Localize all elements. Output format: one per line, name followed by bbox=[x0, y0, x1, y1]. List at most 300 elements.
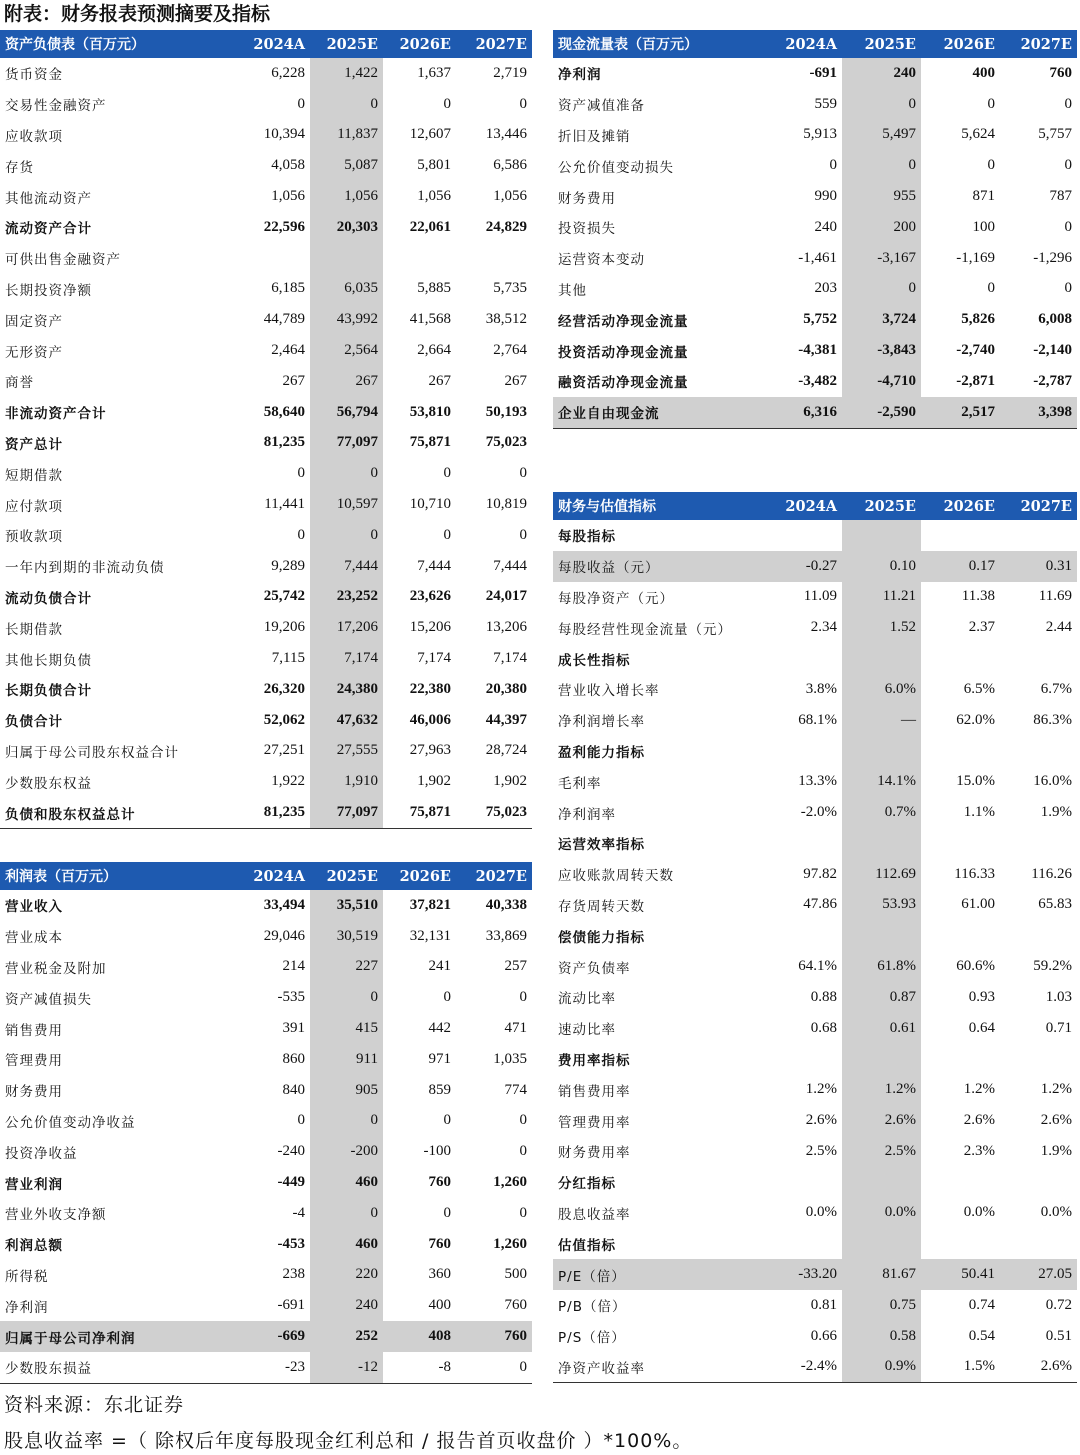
row-value: 2.44 bbox=[1045, 619, 1072, 636]
table-row bbox=[0, 520, 532, 551]
row-value: 86.3% bbox=[1033, 711, 1072, 728]
row-value: 9,289 bbox=[271, 557, 305, 574]
row-value: 0.81 bbox=[810, 1296, 837, 1313]
row-value: 760 bbox=[504, 1297, 527, 1314]
table-row bbox=[0, 212, 532, 243]
table-row bbox=[0, 120, 532, 151]
row-value: 11.38 bbox=[961, 588, 995, 605]
row-label: 净资产收益率 bbox=[553, 1352, 763, 1383]
row-value: 75,871 bbox=[383, 797, 456, 828]
table-row bbox=[553, 1259, 1077, 1290]
row-label: 折旧及摊销 bbox=[558, 128, 631, 145]
row-value bbox=[763, 1044, 842, 1075]
row-value: 97.82 bbox=[803, 865, 837, 882]
table-row bbox=[553, 1167, 1077, 1198]
row-label: 一年内到期的非流动负债 bbox=[5, 560, 165, 577]
row-value bbox=[763, 1228, 842, 1259]
row-value: 1,922 bbox=[271, 773, 305, 790]
row-value: 0.10 bbox=[842, 551, 921, 582]
row-value: 46,006 bbox=[409, 711, 451, 728]
row-label: 公允价值变动损失 bbox=[558, 159, 674, 176]
row-value: 2.6% bbox=[963, 1112, 995, 1129]
table-row bbox=[553, 304, 1077, 335]
row-value bbox=[310, 243, 383, 274]
row-label: 长期借款 bbox=[5, 621, 63, 638]
row-value: 0 bbox=[519, 1112, 527, 1129]
row-label: 企业自由现金流 bbox=[553, 397, 763, 428]
row-value: -2,140 bbox=[1033, 342, 1072, 359]
table-row bbox=[553, 1228, 1077, 1259]
row-value: 0 bbox=[829, 157, 837, 174]
row-value: 0.58 bbox=[842, 1321, 921, 1352]
row-value: 0 bbox=[297, 465, 305, 482]
row-value: 26,320 bbox=[263, 680, 305, 697]
row-label: P/S（倍） bbox=[558, 1330, 626, 1347]
row-label: 偿债能力指标 bbox=[558, 929, 645, 946]
row-value: 41,568 bbox=[409, 311, 451, 328]
row-label: 公允价值变动净收益 bbox=[5, 1114, 136, 1131]
row-value: 6,316 bbox=[763, 397, 842, 428]
row-label: 流动资产合计 bbox=[5, 221, 92, 238]
row-value: — bbox=[842, 705, 921, 736]
row-value: 1.1% bbox=[963, 804, 995, 821]
table-row bbox=[0, 1260, 532, 1291]
row-label: 应收款项 bbox=[5, 128, 63, 145]
row-value: 43,992 bbox=[310, 304, 383, 335]
table-row bbox=[0, 1013, 532, 1044]
table-row bbox=[0, 582, 532, 613]
table-header-year: 2027E bbox=[1000, 492, 1077, 520]
row-value: 0.31 bbox=[1000, 551, 1077, 582]
row-value: -4,710 bbox=[842, 366, 921, 397]
row-value: 1.2% bbox=[1040, 1081, 1072, 1098]
row-value: 7,444 bbox=[493, 557, 527, 574]
table-row bbox=[0, 89, 532, 120]
row-value: 1.2% bbox=[842, 1074, 921, 1105]
row-value: 400 bbox=[428, 1297, 451, 1314]
row-label: 负债和股东权益总计 bbox=[0, 797, 237, 828]
row-value: -691 bbox=[277, 1297, 305, 1314]
table-row bbox=[553, 181, 1077, 212]
row-label: 流动比率 bbox=[558, 991, 616, 1008]
table-row bbox=[0, 150, 532, 181]
row-value bbox=[763, 920, 842, 951]
row-value: 23,626 bbox=[409, 588, 451, 605]
table-row bbox=[0, 1198, 532, 1229]
row-label: 投资净收益 bbox=[5, 1145, 78, 1162]
table-row bbox=[0, 1321, 532, 1352]
row-value: 500 bbox=[504, 1266, 527, 1283]
row-value: 3,398 bbox=[1000, 397, 1077, 428]
row-value: 905 bbox=[310, 1075, 383, 1106]
row-value: 471 bbox=[504, 1020, 527, 1037]
row-label: 非流动资产合计 bbox=[5, 406, 107, 423]
row-value: 0.17 bbox=[921, 551, 1000, 582]
table-row bbox=[553, 551, 1077, 582]
row-value: 50,193 bbox=[485, 403, 527, 420]
row-value: 11.69 bbox=[1038, 588, 1072, 605]
row-label: 经营活动净现金流量 bbox=[558, 313, 689, 330]
table-row bbox=[0, 1106, 532, 1137]
table-row bbox=[0, 736, 532, 767]
row-label: 存货 bbox=[5, 159, 34, 176]
row-value: 1,902 bbox=[417, 773, 451, 790]
table-header-year: 2025E bbox=[842, 30, 921, 58]
row-value: 0.9% bbox=[842, 1352, 921, 1383]
row-value bbox=[1000, 520, 1077, 551]
table-row bbox=[0, 181, 532, 212]
row-value: 1,260 bbox=[493, 1235, 527, 1252]
row-label: 净利润 bbox=[5, 1299, 49, 1316]
table-header-row bbox=[553, 492, 1077, 520]
table-header-label: 利润表（百万元） bbox=[0, 862, 237, 890]
row-value: 0 bbox=[310, 89, 383, 120]
row-value: 15.0% bbox=[956, 773, 995, 790]
table-header-row bbox=[553, 30, 1077, 58]
row-value: 38,512 bbox=[485, 311, 527, 328]
row-label: 其他流动资产 bbox=[5, 190, 92, 207]
table-row bbox=[0, 890, 532, 921]
table-header-year: 2026E bbox=[921, 492, 1000, 520]
table-header-year: 2027E bbox=[456, 30, 532, 58]
row-value: 5,757 bbox=[1038, 126, 1072, 143]
row-label: 利润总额 bbox=[5, 1238, 63, 1255]
row-value bbox=[763, 1167, 842, 1198]
row-value: 0 bbox=[519, 95, 527, 112]
row-value: 1.2% bbox=[805, 1081, 837, 1098]
table-row bbox=[553, 890, 1077, 921]
row-value: 0.88 bbox=[810, 988, 837, 1005]
row-value: -240 bbox=[277, 1143, 305, 1160]
row-label: 净利润率 bbox=[558, 806, 616, 823]
table-header-row bbox=[0, 862, 532, 890]
row-value: -2.0% bbox=[800, 804, 837, 821]
row-value: 0.87 bbox=[842, 982, 921, 1013]
table-row bbox=[0, 1075, 532, 1106]
table-header-row bbox=[0, 30, 532, 58]
table-header-year: 2027E bbox=[1000, 30, 1077, 58]
row-value: 559 bbox=[814, 95, 837, 112]
row-value: 760 bbox=[428, 1235, 451, 1252]
row-value: 44,789 bbox=[263, 311, 305, 328]
row-value: 81.67 bbox=[842, 1259, 921, 1290]
row-label: 管理费用 bbox=[5, 1053, 63, 1070]
row-value: 1,056 bbox=[493, 188, 527, 205]
row-value: 0.51 bbox=[1045, 1327, 1072, 1344]
row-value: -3,167 bbox=[842, 243, 921, 274]
row-value: 27,555 bbox=[310, 736, 383, 767]
row-value: 1,902 bbox=[493, 773, 527, 790]
row-value: 61.8% bbox=[842, 951, 921, 982]
row-label: 估值指标 bbox=[558, 1237, 616, 1254]
row-value: 64.1% bbox=[798, 958, 837, 975]
row-value: -535 bbox=[277, 989, 305, 1006]
row-value bbox=[921, 1167, 1000, 1198]
row-value bbox=[921, 736, 1000, 767]
row-value bbox=[1000, 828, 1077, 859]
row-value: 990 bbox=[814, 188, 837, 205]
row-value: 0 bbox=[310, 1198, 383, 1229]
row-value: 59.2% bbox=[1033, 958, 1072, 975]
row-label: 无形资产 bbox=[5, 344, 63, 361]
row-value: 2.6% bbox=[1040, 1112, 1072, 1129]
table-row bbox=[553, 1044, 1077, 1075]
row-value: -669 bbox=[237, 1321, 310, 1352]
row-value bbox=[921, 643, 1000, 674]
row-label: 资产减值损失 bbox=[5, 991, 92, 1008]
row-value: -200 bbox=[310, 1136, 383, 1167]
table-row bbox=[553, 920, 1077, 951]
table-row bbox=[553, 274, 1077, 305]
row-value: 257 bbox=[504, 958, 527, 975]
row-value: -2,590 bbox=[842, 397, 921, 428]
row-value bbox=[921, 1044, 1000, 1075]
row-value: 5,885 bbox=[417, 280, 451, 297]
row-value: 1.9% bbox=[1040, 1142, 1072, 1159]
indicators-table bbox=[553, 492, 1077, 1383]
row-value: 1,035 bbox=[493, 1050, 527, 1067]
row-value: -0.27 bbox=[763, 551, 842, 582]
row-value: 1,910 bbox=[310, 766, 383, 797]
table-row bbox=[0, 366, 532, 397]
row-label: 营业收入增长率 bbox=[558, 683, 660, 700]
source-note: 资料来源：东北证券 bbox=[4, 1394, 185, 1416]
row-value: 13,206 bbox=[485, 619, 527, 636]
row-value: 4,058 bbox=[271, 157, 305, 174]
table-row bbox=[553, 120, 1077, 151]
row-label: 每股收益（元） bbox=[553, 551, 763, 582]
row-value: -2.4% bbox=[763, 1352, 842, 1383]
row-value: -2,871 bbox=[956, 372, 995, 389]
row-label: 资产总计 bbox=[5, 436, 63, 453]
row-value bbox=[1000, 736, 1077, 767]
table-header-year: 2024A bbox=[237, 30, 310, 58]
row-value: 32,131 bbox=[409, 927, 451, 944]
row-value: 1,056 bbox=[271, 188, 305, 205]
table-row bbox=[553, 335, 1077, 366]
row-value: 1,260 bbox=[493, 1174, 527, 1191]
table-row bbox=[553, 1074, 1077, 1105]
row-value: 460 bbox=[310, 1167, 383, 1198]
table-row bbox=[553, 643, 1077, 674]
row-label: 毛利率 bbox=[558, 775, 602, 792]
row-value bbox=[842, 1228, 921, 1259]
table-header-label: 资产负债表（百万元） bbox=[0, 30, 237, 58]
row-value: 7,444 bbox=[417, 557, 451, 574]
row-label: 销售费用率 bbox=[558, 1083, 631, 1100]
row-label: 股息收益率 bbox=[558, 1206, 631, 1223]
row-value: 240 bbox=[842, 58, 921, 89]
row-value: 0 bbox=[519, 526, 527, 543]
row-value: 0 bbox=[987, 95, 995, 112]
row-value bbox=[763, 736, 842, 767]
row-label: 预收款项 bbox=[5, 529, 63, 546]
row-value: 2.6% bbox=[842, 1105, 921, 1136]
row-label: 速动比率 bbox=[558, 1022, 616, 1039]
row-value: 44,397 bbox=[485, 711, 527, 728]
row-value: 0 bbox=[519, 465, 527, 482]
row-value bbox=[921, 520, 1000, 551]
row-value: -4,381 bbox=[798, 342, 837, 359]
row-value: 214 bbox=[282, 958, 305, 975]
row-value: 3.8% bbox=[805, 680, 837, 697]
row-value bbox=[842, 1167, 921, 1198]
row-value bbox=[921, 828, 1000, 859]
row-value: 1,637 bbox=[417, 64, 451, 81]
table-row bbox=[553, 859, 1077, 890]
row-label: 负债合计 bbox=[5, 714, 63, 731]
row-value: 1,056 bbox=[310, 181, 383, 212]
table-row bbox=[0, 952, 532, 983]
row-value: 6.0% bbox=[842, 674, 921, 705]
row-value: 0 bbox=[443, 1204, 451, 1221]
row-value: 81,235 bbox=[237, 797, 310, 828]
row-value: 24,380 bbox=[310, 674, 383, 705]
row-label: 存货周转天数 bbox=[558, 898, 645, 915]
row-value: 1.03 bbox=[1045, 988, 1072, 1005]
row-value: 0.74 bbox=[968, 1296, 995, 1313]
row-value: 77,097 bbox=[310, 428, 383, 459]
row-label: 少数股东权益 bbox=[5, 775, 92, 792]
row-value: -449 bbox=[277, 1174, 305, 1191]
row-value: 11,837 bbox=[310, 120, 383, 151]
row-label: 其他 bbox=[558, 282, 587, 299]
table-row bbox=[553, 1352, 1077, 1383]
table-row bbox=[553, 982, 1077, 1013]
row-value: 13.3% bbox=[798, 773, 837, 790]
table-header-label: 现金流量表（百万元） bbox=[553, 30, 763, 58]
table-row bbox=[553, 1013, 1077, 1044]
row-value: 25,742 bbox=[263, 588, 305, 605]
row-value: 0.75 bbox=[842, 1290, 921, 1321]
row-value bbox=[763, 643, 842, 674]
row-value: -100 bbox=[423, 1143, 451, 1160]
row-value: 58,640 bbox=[263, 403, 305, 420]
row-value: 859 bbox=[428, 1081, 451, 1098]
row-value: 62.0% bbox=[956, 711, 995, 728]
row-value bbox=[1000, 1167, 1077, 1198]
row-value: 0 bbox=[443, 465, 451, 482]
row-label: 盈利能力指标 bbox=[558, 744, 645, 761]
table-header-year: 2025E bbox=[842, 492, 921, 520]
table-row bbox=[0, 489, 532, 520]
row-value: 14.1% bbox=[842, 766, 921, 797]
row-value bbox=[842, 643, 921, 674]
row-value: 911 bbox=[310, 1044, 383, 1075]
table-row bbox=[0, 1136, 532, 1167]
row-label: 运营效率指标 bbox=[558, 837, 645, 854]
table-header-year: 2026E bbox=[383, 30, 456, 58]
row-value: 2.6% bbox=[1000, 1352, 1077, 1383]
row-label: 运营资本变动 bbox=[558, 252, 645, 269]
table-row bbox=[0, 1044, 532, 1075]
row-label: 净利润增长率 bbox=[558, 714, 645, 731]
row-value: 6,586 bbox=[493, 157, 527, 174]
row-value: 75,023 bbox=[456, 797, 532, 828]
table-row bbox=[553, 150, 1077, 181]
table-row bbox=[553, 520, 1077, 551]
row-value: -453 bbox=[277, 1235, 305, 1252]
table-row bbox=[553, 366, 1077, 397]
row-value: 0 bbox=[842, 150, 921, 181]
table-header-year: 2027E bbox=[456, 862, 532, 890]
row-value: 12,607 bbox=[409, 126, 451, 143]
row-value bbox=[842, 736, 921, 767]
table-row bbox=[553, 1290, 1077, 1321]
row-label: 所得税 bbox=[5, 1268, 49, 1285]
row-value: 955 bbox=[842, 181, 921, 212]
row-label: 净利润 bbox=[558, 67, 602, 84]
table-row bbox=[0, 982, 532, 1013]
row-value: 6.7% bbox=[1040, 680, 1072, 697]
row-value: 53.93 bbox=[842, 890, 921, 921]
table-row bbox=[0, 458, 532, 489]
row-value: -1,169 bbox=[956, 249, 995, 266]
row-value: 33,869 bbox=[485, 927, 527, 944]
row-value: 1.2% bbox=[963, 1081, 995, 1098]
row-value: 1,056 bbox=[417, 188, 451, 205]
table-row bbox=[0, 243, 532, 274]
table-row bbox=[0, 428, 532, 459]
row-value: 22,061 bbox=[409, 218, 451, 235]
row-value: 5,735 bbox=[493, 280, 527, 297]
table-row bbox=[0, 1167, 532, 1198]
row-label: 财务费用 bbox=[558, 190, 616, 207]
row-label: 可供出售金融资产 bbox=[5, 252, 121, 269]
row-label: 费用率指标 bbox=[558, 1052, 631, 1069]
row-value: 2,664 bbox=[417, 342, 451, 359]
row-value: 15,206 bbox=[409, 619, 451, 636]
row-value: 267 bbox=[428, 372, 451, 389]
row-value: 0.71 bbox=[1045, 1019, 1072, 1036]
table-row bbox=[553, 766, 1077, 797]
table-row bbox=[553, 243, 1077, 274]
row-value: 0 bbox=[1064, 280, 1072, 297]
row-value bbox=[237, 243, 310, 274]
row-value: 47.86 bbox=[803, 896, 837, 913]
row-value: 77,097 bbox=[310, 797, 383, 828]
row-value: 2,719 bbox=[493, 64, 527, 81]
row-value: 29,046 bbox=[263, 927, 305, 944]
row-value: 840 bbox=[282, 1081, 305, 1098]
row-value: 0.61 bbox=[842, 1013, 921, 1044]
row-value: 240 bbox=[310, 1290, 383, 1321]
row-value: 28,724 bbox=[485, 742, 527, 759]
row-value: 0 bbox=[842, 89, 921, 120]
row-value: 774 bbox=[504, 1081, 527, 1098]
row-value: 2.5% bbox=[842, 1136, 921, 1167]
row-value: 0 bbox=[987, 157, 995, 174]
row-value bbox=[1000, 1228, 1077, 1259]
table-row bbox=[0, 1229, 532, 1260]
row-value: 5,752 bbox=[803, 311, 837, 328]
table-row bbox=[0, 1352, 532, 1383]
row-value: 2.37 bbox=[968, 619, 995, 636]
row-value: 7,174 bbox=[310, 643, 383, 674]
row-value: 241 bbox=[428, 958, 451, 975]
row-value: 760 bbox=[428, 1174, 451, 1191]
table-row bbox=[553, 1198, 1077, 1229]
row-value: 30,519 bbox=[310, 921, 383, 952]
row-label: 固定资产 bbox=[5, 313, 63, 330]
row-value: 5,624 bbox=[961, 126, 995, 143]
row-value bbox=[842, 920, 921, 951]
table-header-label: 财务与估值指标 bbox=[553, 492, 763, 520]
row-value bbox=[921, 1228, 1000, 1259]
row-label: 投资活动净现金流量 bbox=[558, 344, 689, 361]
row-value bbox=[763, 520, 842, 551]
row-value: 360 bbox=[428, 1266, 451, 1283]
